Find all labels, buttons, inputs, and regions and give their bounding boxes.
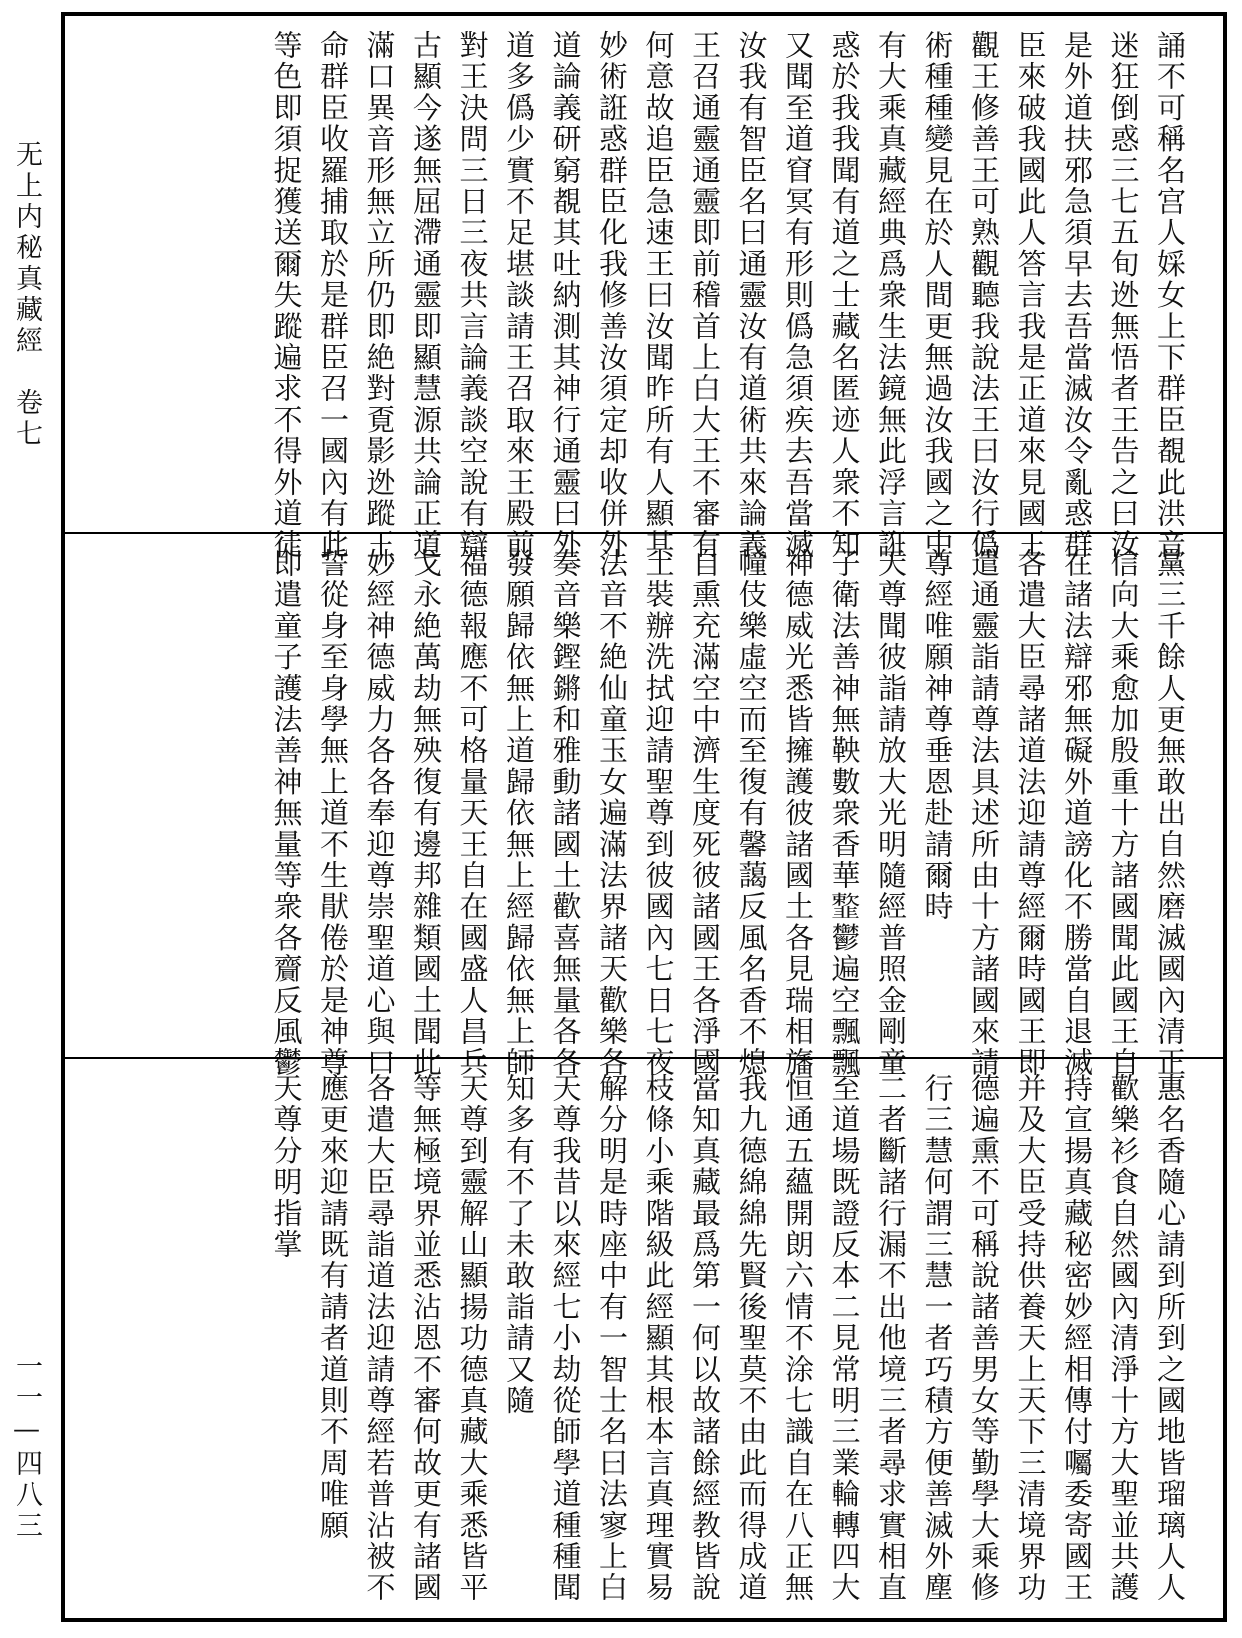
panel-bottom xyxy=(65,1057,1223,1618)
text-column: 誓從身至身學無上道不生猒倦於是神尊 xyxy=(316,548,350,1079)
text-column: 自熏充滿空中濟生度死彼諸國王各淨國 xyxy=(688,548,722,1079)
text-column: 知多有不了未敢詣請又隨 xyxy=(502,1073,536,1417)
text-column: 發願歸依無上道歸依無上經歸依無上師 xyxy=(502,548,536,1079)
text-column: 戈永絶萬劫無殃復有邊邦雜類國土聞此 xyxy=(409,548,443,1079)
text-column: 奏音樂鏗鏘和雅動諸國土歡喜無量各各 xyxy=(548,548,583,1079)
panel-top xyxy=(65,16,1223,561)
text-column: 命群臣收羅捕取於是群臣召一國內有此 xyxy=(316,30,350,561)
panel-text xyxy=(263,30,1193,560)
text-column: 王召通靈通靈即前稽首上白大王不審有 xyxy=(688,30,722,561)
text-column: 信向大乘愈加殷重十方諸國聞此國王自 xyxy=(1106,548,1141,1079)
text-column: 又聞至道窅冥有形則僞急須疾去吾當滅 xyxy=(781,30,815,561)
text-column: 黨三千餘人更無敢出自然磨滅國內清正 xyxy=(1153,548,1187,1079)
page-frame xyxy=(61,12,1227,1622)
text-column: 幢伎樂虛空而至復有馨藹反風名香不熄 xyxy=(734,548,769,1079)
text-column: 汝我有智臣名曰通靈汝有道術共來論義 xyxy=(734,30,769,561)
text-column: 對王決問三日三夜共言論義談空說有辯 xyxy=(455,30,490,561)
text-column: 解分明是時座中有一智士名曰法寥上白 xyxy=(595,1073,629,1604)
text-column: 有大乘真藏經典爲衆生法鏡無此浮言誑 xyxy=(874,30,908,561)
text-column: 術種種變見在於人間更無過汝我國之中 xyxy=(920,30,955,561)
text-column: 惑於我我聞有道之士藏名匿迹人衆不知 xyxy=(827,30,862,561)
text-column: 行三慧何謂三慧一者巧積方便善滅外塵 xyxy=(920,1073,955,1604)
text-column: 道論義研窮覩其吐納測其神行通靈曰外 xyxy=(548,30,583,561)
text-column: 即遣童子護法善神無量等衆各齎反風鬱 xyxy=(269,548,304,1079)
text-column: 何意故追臣急速王曰汝聞昨所有人顯其 xyxy=(641,30,676,561)
text-column: 道多僞少實不足堪談請王召取來王殿前 xyxy=(502,30,536,561)
panel-middle xyxy=(65,532,1223,1079)
panel-text xyxy=(263,548,1193,1078)
text-column: 古顯今遂無屈滯通靈即顯慧源共論正道 xyxy=(409,30,443,561)
text-column: 當知真藏最爲第一何以故諸餘經教皆說 xyxy=(688,1073,722,1604)
text-column: 我九德綿綿先賢後聖莫不由此而得成道 xyxy=(734,1073,769,1604)
text-column: 天尊聞彼詣請放大光明隨經普照金剛童 xyxy=(874,548,908,1079)
text-column: 天尊到靈解山顯揚功德真藏大乘悉皆平 xyxy=(455,1073,490,1604)
text-column: 至道場既證反本二見常明三業輪轉四大 xyxy=(827,1073,862,1604)
text-column: 并及大臣受持供養天上天下三清境界功 xyxy=(1013,1073,1048,1604)
text-column: 誦不可稱名宫人婇女上下群臣覩此洪音 xyxy=(1153,30,1187,561)
text-column: 枝條小乘階級此經顯其根本言真理實易 xyxy=(641,1073,676,1604)
margin-page-number: 一一—四八三 xyxy=(11,1352,42,1542)
text-column: 觀王修善王可熟觀聽我說法王曰汝行僞 xyxy=(967,30,1001,561)
margin-title: 无上内秘真藏經 卷七 xyxy=(11,140,42,450)
text-column: 惠名香隨心請到所到之國地皆瑠璃人人 xyxy=(1153,1073,1187,1604)
text-column: 福德報應不可格量天王自在國盛人昌兵 xyxy=(455,548,490,1079)
text-column: 神德威光悉皆擁護彼諸國土各見瑞相旛 xyxy=(781,548,815,1079)
text-column: 恒通五蘊開朗六情不涂七識自在八正無 xyxy=(781,1073,815,1604)
text-column: 天尊我昔以來經七小劫從師學道種種聞 xyxy=(548,1073,583,1604)
text-column: 滿口異音形無立所仍即絶對覔影迯蹤王 xyxy=(362,30,397,561)
text-column: 等色即須捉獲送爾失蹤遍求不得外道徒 xyxy=(269,30,304,561)
text-column: 土裝辦洗拭迎請聖尊到彼國內七日七夜 xyxy=(641,548,676,1079)
text-column: 妙經神德威力各各奉迎尊崇聖道心與口 xyxy=(362,548,397,1079)
text-column: 臣來破我國此人答言我是正道來見國王 xyxy=(1013,30,1048,561)
text-column: 歡樂衫食自然國內清淨十方大聖並共護 xyxy=(1106,1073,1141,1604)
text-column: 在諸法辯邪無礙外道謗化不勝當自退滅 xyxy=(1060,548,1094,1079)
text-column: 二者斷諸行漏不出他境三者尋求實相直 xyxy=(874,1073,908,1604)
text-column: 是外道扶邪急須早去吾當滅汝令亂惑群 xyxy=(1060,30,1094,561)
text-column: 子衛法善神無鞅數衆香華𩐋鬱遍空飄飄 xyxy=(827,548,862,1079)
text-column: 尊經唯願神尊垂恩赴請爾時 xyxy=(920,548,955,923)
text-column: 應更來迎請既有請者道則不周唯願 xyxy=(316,1073,350,1541)
text-column: 持宣揚真藏秘密妙經相傳付囑委寄國王 xyxy=(1060,1073,1094,1604)
text-column: 法音不絶仙童玉女遍滿法界諸天歡樂各 xyxy=(595,548,629,1079)
text-column: 迷狂倒惑三七五旬迯無悟者王告之曰汝 xyxy=(1106,30,1141,561)
text-column: 等無極境界並悉沾恩不審何故更有諸國 xyxy=(409,1073,443,1604)
text-column: 妙術誑惑群臣化我修善汝須定却收併外 xyxy=(595,30,629,561)
panel-text xyxy=(263,1073,1193,1603)
text-column: 天尊分明指掌 xyxy=(269,1073,304,1261)
text-column: 各遣大臣尋諸道法迎請尊經爾時國王即 xyxy=(1013,548,1048,1079)
text-column: 遣通靈詣請尊法具述所由十方諸國來請 xyxy=(967,548,1001,1079)
text-column: 德遍熏不可稱說諸善男女等勤學大乘修 xyxy=(967,1073,1001,1604)
text-column: 各遣大臣尋詣道法迎請尊經若普沾被不 xyxy=(362,1073,397,1604)
